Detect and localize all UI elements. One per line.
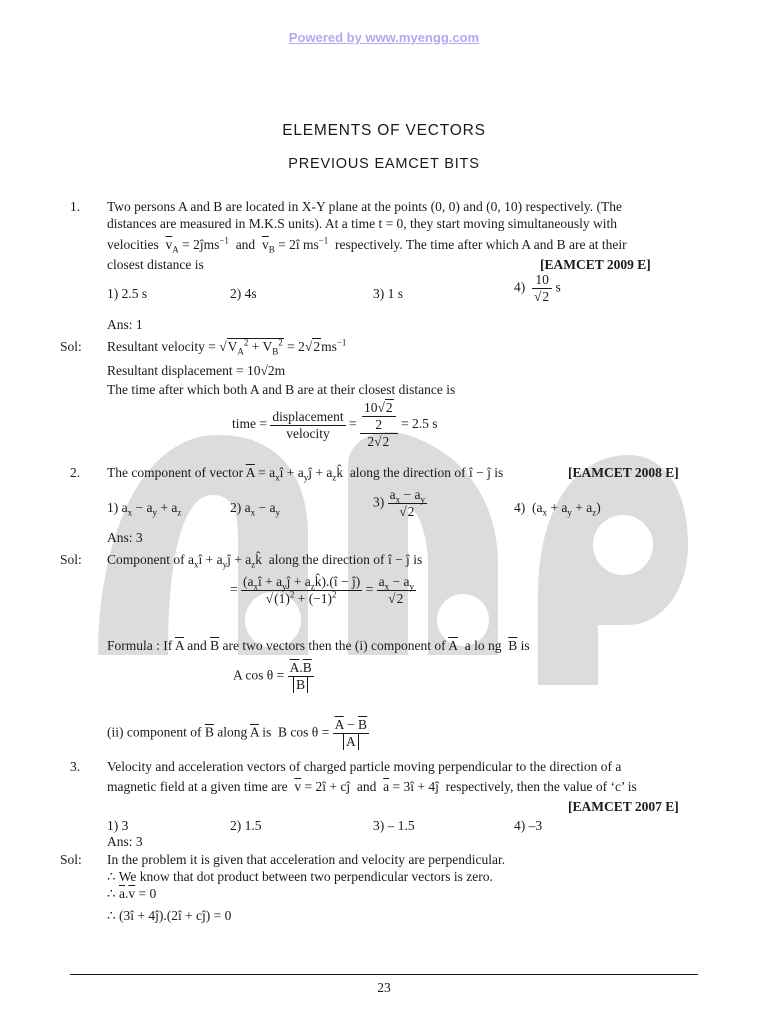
solution-label: Sol: bbox=[60, 852, 82, 867]
question-text: Velocity and acceleration vectors of charged particle moving perpendicular to the direction of a bbox=[107, 759, 622, 774]
solution-text: Component of $a_xî$ + $a_yĵ$ + $a_zk̂$ along the direction of î − ĵ is bbox=[107, 552, 423, 570]
text-span: along bbox=[217, 724, 248, 740]
solution-text: ∴ We know that dot product between two perpendicular vectors is zero. bbox=[107, 869, 493, 884]
text-span: respectively, then the value of ‘c’ is bbox=[445, 779, 637, 794]
option-1: 1) 2.5 s bbox=[107, 286, 148, 301]
text-span: time = bbox=[232, 416, 267, 432]
text-span: along the direction of bbox=[349, 465, 466, 480]
time-equation: time = $\frac{\text{displacement}}{\text{velocity}}$ = $\frac{\frac{10√2}{2}}{2√2}$ = 2.5 s bbox=[232, 400, 438, 449]
option-3: 3) 1 s bbox=[373, 286, 403, 301]
question-number: 1. bbox=[70, 199, 81, 214]
solution-equation: ∴ $\overline{a}.\overline{v} = 0$ bbox=[107, 886, 157, 901]
solution-label: Sol: bbox=[60, 552, 82, 567]
text-span: and bbox=[356, 779, 377, 794]
text-span: = 2.5 s bbox=[401, 416, 438, 432]
question-text: closest distance is bbox=[107, 257, 204, 272]
text-span: The component of vector bbox=[107, 465, 244, 480]
text-span: is bbox=[520, 638, 530, 653]
formula-text: Formula : If $\overline{A}$ and $\overline{B}$ are two vectors then the (i) component of $\overline{A}$ a lo ng $\overline{B}$ is bbox=[107, 638, 530, 653]
text-span: is bbox=[262, 724, 272, 740]
exam-tag: [EAMCET 2008 E] bbox=[568, 465, 679, 480]
option-4: 4) $(a_x + a_y + a_z)$ bbox=[514, 500, 601, 518]
question-text: The component of vector $\overline{A}$ = $a_xî$ + $a_yĵ$ + $a_zk̂$ along the direction of î − ĵ is bbox=[107, 465, 504, 483]
question-text: distances are measured in M.K.S units). At a time t = 0, they start moving simultaneously with bbox=[107, 216, 618, 231]
text-span: is bbox=[494, 465, 504, 480]
option-1: 1) $a_x - a_y + a_z$ bbox=[107, 500, 182, 518]
option-1: 1) 3 bbox=[107, 818, 129, 833]
text-span: Resultant velocity = bbox=[107, 339, 216, 354]
formula-equation: A cos θ = $\frac{\overline{A}.\overline{B}}{B}$ bbox=[233, 660, 312, 692]
question-text: magnetic field at a given time are $\overline{v}$ = 2î + cĵ and $\overline{a}$ = 3î + 4ĵ respectively, then the value of ‘c’ is bbox=[107, 779, 637, 794]
question-number: 3. bbox=[70, 759, 81, 774]
solution-text: Resultant velocity = $√V_A^2 + V_B^2 = 2√2ms^{-1}$ bbox=[107, 337, 347, 357]
option-2: 2) $a_x - a_y$ bbox=[230, 500, 280, 518]
option-label: 3) bbox=[373, 494, 385, 510]
option-3: 3) $\frac{a_x - a_y}{√2}$ bbox=[373, 487, 425, 519]
option-label: 4) bbox=[514, 500, 526, 515]
fraction-numerator: displacement bbox=[272, 408, 344, 424]
solution-text: Resultant displacement = 10√2m bbox=[107, 363, 286, 378]
chapter-title: ELEMENTS OF VECTORS bbox=[282, 122, 486, 139]
text-span: a lo ng bbox=[464, 638, 502, 653]
text-span: are two vectors then the (i) component of bbox=[222, 638, 446, 653]
option-2: 2) 4s bbox=[230, 286, 257, 301]
text-span: is bbox=[413, 552, 423, 567]
text-span: magnetic field at a given time are bbox=[107, 779, 288, 794]
text-span: (ii) component of bbox=[107, 724, 202, 740]
option-label: 2) bbox=[230, 500, 242, 515]
solution-equation: = $\frac{(a_xî + a_yĵ + a_zk̂).(î - ĵ)}{√(1)^2 + (-1)^2}$ = $\frac{a_x - a_y}{√2}$ bbox=[230, 574, 414, 606]
text-span: We know that dot product between two perpendicular vectors is zero. bbox=[118, 869, 493, 884]
option-2: 2) 1.5 bbox=[230, 818, 262, 833]
solution-label: Sol: bbox=[60, 339, 82, 354]
section-subtitle: PREVIOUS EAMCET BITS bbox=[288, 156, 480, 172]
solution-equation: ∴ (3î + 4ĵ).(2î + cĵ) = 0 bbox=[107, 908, 232, 923]
text-span: Component of bbox=[107, 552, 185, 567]
answer: Ans: 1 bbox=[107, 317, 143, 332]
text-span: and bbox=[187, 638, 207, 653]
question-text: Two persons A and B are located in X-Y plane at the points (0, 0) and (0, 10) respectively. (The bbox=[107, 199, 623, 214]
fraction-denominator: velocity bbox=[270, 425, 345, 442]
answer: Ans: 3 bbox=[107, 530, 143, 545]
option-4: 4) –3 bbox=[514, 818, 543, 833]
option-4: 4) $\frac{10}{√2}$ s bbox=[514, 272, 561, 304]
exam-tag: [EAMCET 2007 E] bbox=[568, 799, 679, 814]
exam-tag: [EAMCET 2009 E] bbox=[540, 257, 651, 272]
text-span: respectively. The time after which A and B are at their bbox=[335, 237, 627, 252]
question-text: velocities $\overline{v}_A$ = 2ĵms$^{-1}$ and $\overline{v}_B$ = 2î $ms^{-1}$ respectively. The time after which A and B are at their bbox=[107, 235, 627, 255]
option-label: 1) bbox=[107, 500, 119, 515]
page-number: 23 bbox=[377, 980, 391, 995]
solution-text: In the problem it is given that acceleration and velocity are perpendicular. bbox=[107, 852, 506, 867]
option-label: 4) bbox=[514, 279, 526, 295]
formula-text: (ii) component of $\overline{B}$ along $\overline{A}$ is B cos θ = $\frac{\overline{A} - \overline{B}}{A}$ bbox=[107, 717, 368, 749]
text-span: Formula : If bbox=[107, 638, 173, 653]
option-3: 3) – 1.5 bbox=[373, 818, 415, 833]
text-span: velocities bbox=[107, 237, 159, 252]
solution-text: The time after which both A and B are at their closest distance is bbox=[107, 382, 456, 397]
text-span: along the direction of bbox=[268, 552, 385, 567]
powered-by-link[interactable]: Powered by www.myengg.com bbox=[288, 30, 480, 45]
footer-divider bbox=[70, 974, 698, 975]
question-number: 2. bbox=[70, 465, 81, 480]
answer: Ans: 3 bbox=[107, 834, 143, 849]
